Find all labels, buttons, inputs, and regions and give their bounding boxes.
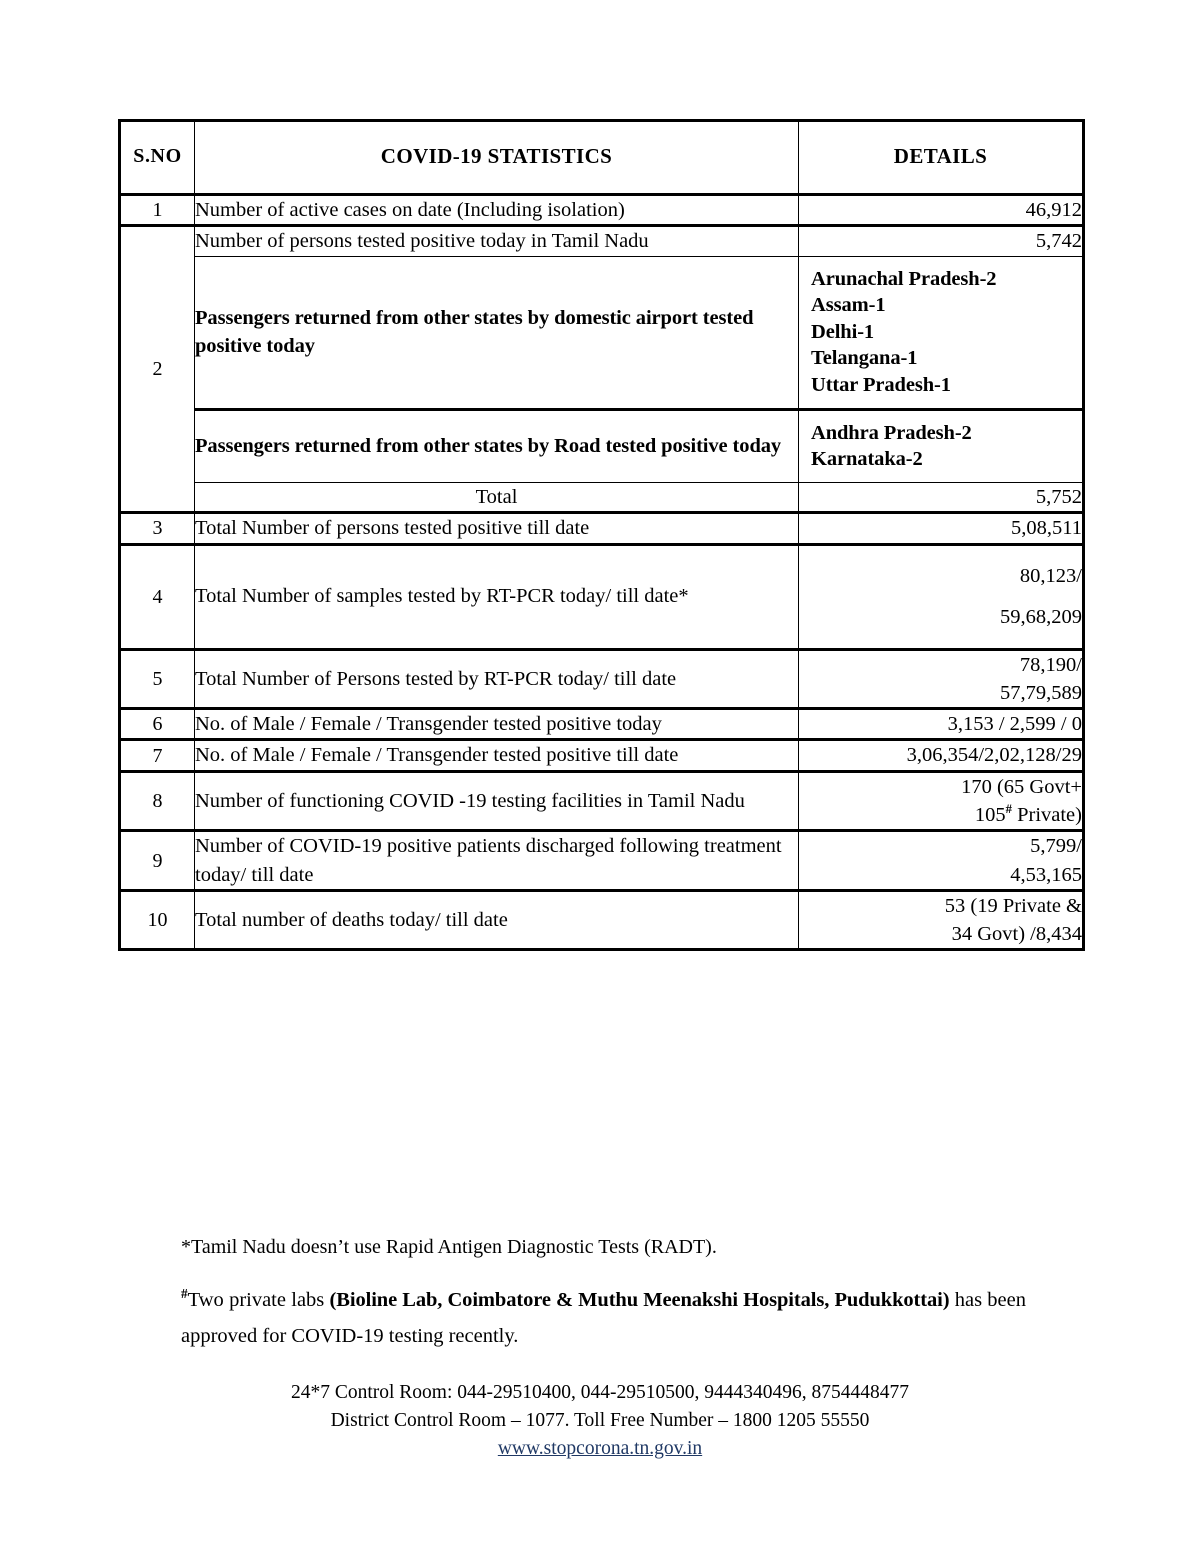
detail-line: 170 (65 Govt+ bbox=[961, 775, 1082, 798]
table-row bbox=[120, 513, 1084, 544]
row-statistic: Total Number of persons tested positive till date bbox=[195, 513, 799, 544]
row-statistic: Total number of deaths today/ till date bbox=[195, 890, 799, 950]
row-sno: 1 bbox=[120, 195, 195, 226]
detail-line: Karnataka-2 bbox=[811, 448, 923, 471]
row-detail-list bbox=[799, 544, 1084, 649]
detail-line bbox=[799, 801, 1082, 829]
contact-block bbox=[0, 1379, 1200, 1463]
row-detail: 3,06,354/2,02,128/29 bbox=[799, 740, 1084, 771]
row-statistic: No. of Male / Female / Transgender tested positive till date bbox=[195, 740, 799, 771]
website-link[interactable]: www.stopcorona.tn.gov.in bbox=[497, 1438, 703, 1460]
row-detail: 5,742 bbox=[799, 226, 1084, 256]
row-detail-list bbox=[799, 771, 1084, 831]
control-room-line: 24*7 Control Room: 044-29510400, 044-29510500, 9444340496, 8754448477 bbox=[290, 1382, 910, 1403]
hash-superscript-icon: # bbox=[1005, 802, 1012, 817]
detail-line: 53 (19 Private & bbox=[944, 894, 1082, 917]
row-statistic: Number of persons tested positive today in Tamil Nadu bbox=[195, 226, 799, 256]
row-detail-list bbox=[799, 409, 1084, 482]
row-statistic: No. of Male / Female / Transgender tested positive today bbox=[195, 709, 799, 740]
row-detail-list bbox=[799, 890, 1084, 950]
detail-line: 59,68,209 bbox=[1000, 605, 1082, 628]
detail-line: Arunachal Pradesh-2 bbox=[811, 267, 997, 290]
row-sno: 10 bbox=[120, 890, 195, 950]
row-detail: 3,153 / 2,599 / 0 bbox=[799, 709, 1084, 740]
row-sno: 7 bbox=[120, 740, 195, 771]
table-row bbox=[120, 544, 1084, 649]
header-sno: S.NO bbox=[120, 121, 195, 195]
table-row bbox=[120, 831, 1084, 891]
row-sno: 9 bbox=[120, 831, 195, 891]
footnote-text-before: Two private labs bbox=[187, 1289, 330, 1311]
detail-line: Telangana-1 bbox=[811, 347, 918, 370]
detail-line: 34 Govt) /8,434 bbox=[951, 923, 1082, 946]
header-statistics: COVID-19 STATISTICS bbox=[195, 121, 799, 195]
row-statistic: Total Number of samples tested by RT-PCR today/ till date* bbox=[195, 544, 799, 649]
table-row bbox=[120, 649, 1084, 709]
total-label: Total bbox=[195, 483, 799, 513]
table-row bbox=[120, 771, 1084, 831]
table-header-row bbox=[120, 121, 1084, 195]
row-detail-list bbox=[799, 831, 1084, 891]
row-sno: 4 bbox=[120, 544, 195, 649]
header-details: DETAILS bbox=[799, 121, 1084, 195]
table-row bbox=[120, 709, 1084, 740]
footnote-asterisk: *Tamil Nadu doesn’t use Rapid Antigen Diagnostic Tests (RADT). bbox=[181, 1236, 717, 1258]
detail-line: 80,123/ bbox=[1019, 564, 1082, 587]
footnotes-block bbox=[181, 1234, 1026, 1355]
table-row bbox=[120, 409, 1084, 482]
footnote-lab-names: (Bioline Lab, Coimbatore & Muthu Meenakshi Hospitals, Pudukkottai) bbox=[329, 1289, 950, 1311]
detail-line: Assam-1 bbox=[811, 294, 886, 317]
table-row bbox=[120, 195, 1084, 226]
row-statistic: Number of functioning COVID -19 testing facilities in Tamil Nadu bbox=[195, 771, 799, 831]
table-row-total bbox=[120, 483, 1084, 513]
row-statistic: Total Number of Persons tested by RT-PCR today/ till date bbox=[195, 649, 799, 709]
detail-prefix: 105 bbox=[974, 804, 1006, 827]
row-sno: 2 bbox=[120, 226, 195, 513]
table-row bbox=[120, 890, 1084, 950]
row-statistic: Passengers returned from other states by domestic airport tested positive today bbox=[195, 256, 799, 409]
row-sno: 8 bbox=[120, 771, 195, 831]
row-detail: 46,912 bbox=[799, 195, 1084, 226]
row-detail: 5,08,511 bbox=[799, 513, 1084, 544]
detail-line: 57,79,589 bbox=[1000, 681, 1082, 704]
detail-line: Andhra Pradesh-2 bbox=[811, 421, 972, 444]
table-row bbox=[120, 226, 1084, 256]
table-row bbox=[120, 740, 1084, 771]
footnote-text-after: has been approved for COVID-19 testing recently. bbox=[181, 1289, 1027, 1348]
detail-suffix: Private) bbox=[1011, 804, 1082, 827]
table-row bbox=[120, 256, 1084, 409]
row-statistic: Passengers returned from other states by Road tested positive today bbox=[195, 409, 799, 482]
total-value: 5,752 bbox=[799, 483, 1084, 513]
footnote-hash bbox=[181, 1282, 1026, 1355]
hash-superscript-icon: # bbox=[181, 1286, 188, 1302]
row-sno: 5 bbox=[120, 649, 195, 709]
district-control-room-line: District Control Room – 1077. Toll Free Number – 1800 1205 55550 bbox=[330, 1409, 870, 1431]
detail-line: 78,190/ bbox=[1019, 653, 1082, 676]
row-detail-list bbox=[799, 649, 1084, 709]
row-statistic: Number of active cases on date (Including isolation) bbox=[195, 195, 799, 226]
row-sno: 6 bbox=[120, 709, 195, 740]
detail-line: Uttar Pradesh-1 bbox=[811, 374, 951, 397]
detail-line: Delhi-1 bbox=[811, 320, 875, 343]
detail-line: 4,53,165 bbox=[1010, 863, 1082, 886]
covid-statistics-table bbox=[118, 119, 1085, 951]
detail-line: 5,799/ bbox=[1030, 835, 1082, 858]
row-detail-list bbox=[799, 256, 1084, 409]
row-statistic: Number of COVID-19 positive patients discharged following treatment today/ till date bbox=[195, 831, 799, 891]
row-sno: 3 bbox=[120, 513, 195, 544]
